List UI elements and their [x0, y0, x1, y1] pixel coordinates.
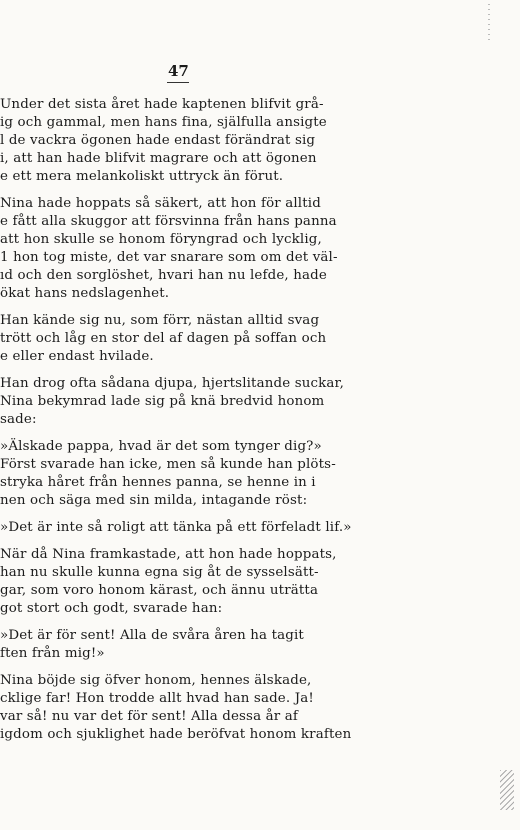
text-line: nen och säga med sin milda, intagande röst:	[0, 493, 308, 508]
text-line: igdom och sjuklighet hade beröfvat honom kraften	[0, 727, 352, 742]
text-line: Först svarade han icke, men så kunde han plöts-	[0, 457, 336, 472]
text-line: Nina hade hoppats så säkert, att hon för alltid	[0, 196, 321, 211]
text-line: Nina bekymrad lade sig på knä bredvid honom	[0, 394, 325, 409]
text-line: Han drog ofta sådana djupa, hjertslitande suckar,	[0, 376, 345, 391]
text-line: »Älskade pappa, hvad är det som tynger dig?»	[0, 439, 322, 454]
text-line: ökat hans nedslagenhet.	[0, 286, 170, 301]
text-line: e ett mera melankoliskt uttryck än förut.	[0, 169, 284, 184]
text-line: 1 hon tog miste, det var snarare som om det väl-	[0, 250, 338, 265]
page-edge-specks	[500, 770, 514, 810]
text-line: sade:	[0, 412, 37, 427]
text-line: »Det är inte så roligt att tänka på ett förfeladt lif.»	[0, 520, 352, 535]
text-line: »Det är för sent! Alla de svåra åren ha tagit	[0, 628, 304, 643]
text-line: ig och gammal, men hans fina, själfulla ansigte	[0, 115, 327, 130]
text-line: l de vackra ögonen hade endast förändrat sig	[0, 133, 316, 148]
text-line: gar, som voro honom kärast, och ännu uträtta	[0, 583, 319, 598]
text-line: Under det sista året hade kaptenen blifvit grå-	[0, 97, 324, 112]
page-number-rule	[167, 82, 189, 83]
text-line: ıd och den sorglöshet, hvari han nu lefde, hade	[0, 268, 327, 283]
page-number: 47	[168, 62, 189, 80]
page-edge-specks	[488, 4, 490, 44]
text-line: var så! nu var det för sent! Alla dessa år af	[0, 709, 298, 724]
text-line: Han kände sig nu, som förr, nästan alltid svag	[0, 313, 320, 328]
text-line: att hon skulle se honom föryngrad och lycklig,	[0, 232, 322, 247]
text-line: i, att han hade blifvit magrare och att ögonen	[0, 151, 317, 166]
text-line: När då Nina framkastade, att hon hade hoppats,	[0, 547, 337, 562]
text-line: ften från mig!»	[0, 646, 105, 661]
text-line: han nu skulle kunna egna sig åt de sysselsätt-	[0, 565, 319, 580]
text-line: got stort och godt, svarade han:	[0, 601, 223, 616]
text-line: cklige far! Hon trodde allt hvad han sade. Ja!	[0, 691, 314, 706]
text-line: stryka håret från hennes panna, se henne in i	[0, 475, 316, 490]
text-line: e eller endast hvilade.	[0, 349, 154, 364]
text-line: trött och låg en stor del af dagen på soffan och	[0, 331, 327, 346]
text-line: e fått alla skuggor att försvinna från hans panna	[0, 214, 337, 229]
text-line: Nina böjde sig öfver honom, hennes älskade,	[0, 673, 312, 688]
